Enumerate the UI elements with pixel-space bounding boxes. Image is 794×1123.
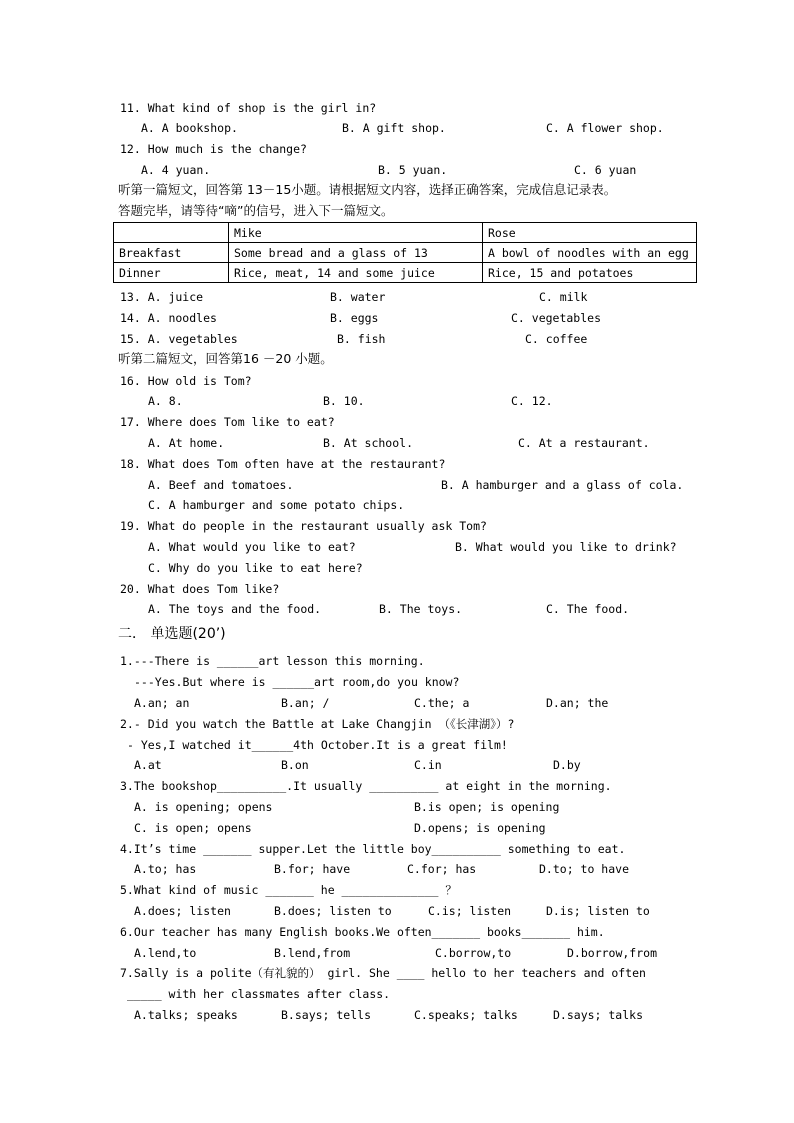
q11-option-b: B. A gift shop. (342, 121, 446, 135)
info-record-table (113, 222, 697, 283)
mc7-option-c: C.speaks; talks (414, 1008, 518, 1022)
q14-option-a: 14. A. noodles (120, 311, 217, 325)
q18-option-a: A. Beef and tomatoes. (148, 478, 294, 492)
table-header-rose: Rose (483, 223, 697, 243)
q17-option-b: B. At school. (323, 436, 414, 450)
q11-option-c: C. A flower shop. (546, 121, 664, 135)
mc3-option-d: D.opens; is opening (414, 821, 546, 835)
q16-option-a: A. 8. (148, 394, 183, 408)
mc3-option-c: C. is open; opens (134, 821, 252, 835)
mc5-line1: 5.What kind of music _______ he ______________ ？ (120, 883, 457, 897)
q12-option-c: C. 6 yuan (574, 163, 637, 177)
mc3-option-a: A. is opening; opens (134, 800, 273, 814)
mc1-option-d: D.an; the (546, 696, 609, 710)
q13-option-a: 13. A. juice (120, 290, 204, 304)
table-row-label: Breakfast (114, 243, 229, 263)
q19-option-a: A. What would you like to eat? (148, 540, 356, 554)
mc1-line2: ---Yes.But where is ______art room,do you know? (134, 675, 460, 689)
mc2-option-b: B.on (281, 758, 309, 772)
mc2-line1: 2.- Did you watch the Battle at Lake Changjin （《长津湖》）? (120, 717, 515, 731)
mc7-option-a: A.talks; speaks (134, 1008, 238, 1022)
mc6-line1: 6.Our teacher has many English books.We often_______ books_______ him. (120, 925, 605, 939)
mc7-line1: 7.Sally is a polite（有礼貌的） girl. She ____ hello to her teachers and often (120, 966, 646, 980)
q11-option-a: A. A bookshop. (141, 121, 238, 135)
table-cell: Rice, 15 and potatoes (483, 263, 697, 283)
section-title: 二． 单选题(20’) (118, 626, 226, 642)
q15-option-a: 15. A. vegetables (120, 332, 238, 346)
q15-option-b: B. fish (337, 332, 386, 346)
table-header-mike: Mike (229, 223, 483, 243)
q17-option-c: C. At a restaurant. (518, 436, 650, 450)
mc4-option-b: B.for; have (274, 862, 351, 876)
mc7-option-d: D.says; talks (553, 1008, 644, 1022)
mc3-option-b: B.is open; is opening (414, 800, 560, 814)
q12-option-a: A. 4 yuan. (141, 163, 211, 177)
q19-option-b: B. What would you like to drink? (455, 540, 677, 554)
mc1-option-b: B.an; / (281, 696, 330, 710)
table-cell: Some bread and a glass of 13 (229, 243, 483, 263)
table-row (114, 243, 697, 263)
q19-option-c: C. Why do you like to eat here? (148, 561, 363, 575)
mc5-option-a: A.does; listen (134, 904, 231, 918)
q11-stem: 11. What kind of shop is the girl in? (120, 101, 377, 115)
q14-option-b: B. eggs (330, 311, 379, 325)
q20-option-a: A. The toys and the food. (148, 602, 322, 616)
table-header-row (114, 223, 697, 243)
table-row (114, 263, 697, 283)
table-cell (114, 223, 229, 243)
mc1-line1: 1.---There is ______art lesson this morning. (120, 654, 425, 668)
mc1-option-a: A.an; an (134, 696, 190, 710)
q18-option-c: C. A hamburger and some potato chips. (148, 498, 405, 512)
mc7-line2: _____ with her classmates after class. (127, 987, 391, 1001)
q19-stem: 19. What do people in the restaurant usually ask Tom? (120, 519, 487, 533)
q17-option-a: A. At home. (148, 436, 225, 450)
q17-stem: 17. Where does Tom like to eat? (120, 415, 335, 429)
mc2-option-a: A.at (134, 758, 162, 772)
mc4-option-c: C.for; has (407, 862, 477, 876)
q16-option-b: B. 10. (323, 394, 365, 408)
passage1-instruction-2: 答题完毕，请等待“嘀”的信号，进入下一篇短文。 (118, 203, 394, 218)
table-cell: A bowl of noodles with an egg (483, 243, 697, 263)
mc5-option-c: C.is; listen (428, 904, 512, 918)
q18-option-b: B. A hamburger and a glass of cola. (441, 478, 684, 492)
q16-option-c: C. 12. (511, 394, 553, 408)
q12-option-b: B. 5 yuan. (378, 163, 448, 177)
mc6-option-b: B.lend,from (274, 946, 351, 960)
mc4-option-d: D.to; to have (539, 862, 630, 876)
table-row-label: Dinner (114, 263, 229, 283)
q13-option-c: C. milk (539, 290, 588, 304)
mc7-option-b: B.says; tells (281, 1008, 372, 1022)
mc2-line2: - Yes,I watched it______4th October.It is a great film! (127, 738, 508, 752)
q13-option-b: B. water (330, 290, 386, 304)
q14-option-c: C. vegetables (511, 311, 602, 325)
mc5-option-d: D.is; listen to (546, 904, 650, 918)
q16-stem: 16. How old is Tom? (120, 374, 252, 388)
q18-stem: 18. What does Tom often have at the restaurant? (120, 457, 446, 471)
mc6-option-c: C.borrow,to (435, 946, 512, 960)
q20-option-c: C. The food. (546, 602, 630, 616)
q15-option-c: C. coffee (525, 332, 588, 346)
mc1-option-c: C.the; a (414, 696, 470, 710)
mc6-option-a: A.lend,to (134, 946, 197, 960)
mc2-option-d: D.by (553, 758, 581, 772)
q12-stem: 12. How much is the change? (120, 142, 307, 156)
q20-option-b: B. The toys. (379, 602, 463, 616)
mc4-line1: 4.It’s time _______ supper.Let the little boy__________ something to eat. (120, 842, 626, 856)
passage2-instruction: 听第二篇短文，回答第16 －20 小题。 (118, 351, 333, 366)
mc3-line1: 3.The bookshop__________.It usually __________ at eight in the morning. (120, 779, 612, 793)
mc4-option-a: A.to; has (134, 862, 197, 876)
mc5-option-b: B.does; listen to (274, 904, 392, 918)
table-cell: Rice, meat, 14 and some juice (229, 263, 483, 283)
mc6-option-d: D.borrow,from (567, 946, 658, 960)
q20-stem: 20. What does Tom like? (120, 582, 280, 596)
mc2-option-c: C.in (414, 758, 442, 772)
passage1-instruction: 听第一篇短文，回答第 13－15小题。请根据短文内容，选择正确答案，完成信息记录表。 (118, 182, 617, 197)
